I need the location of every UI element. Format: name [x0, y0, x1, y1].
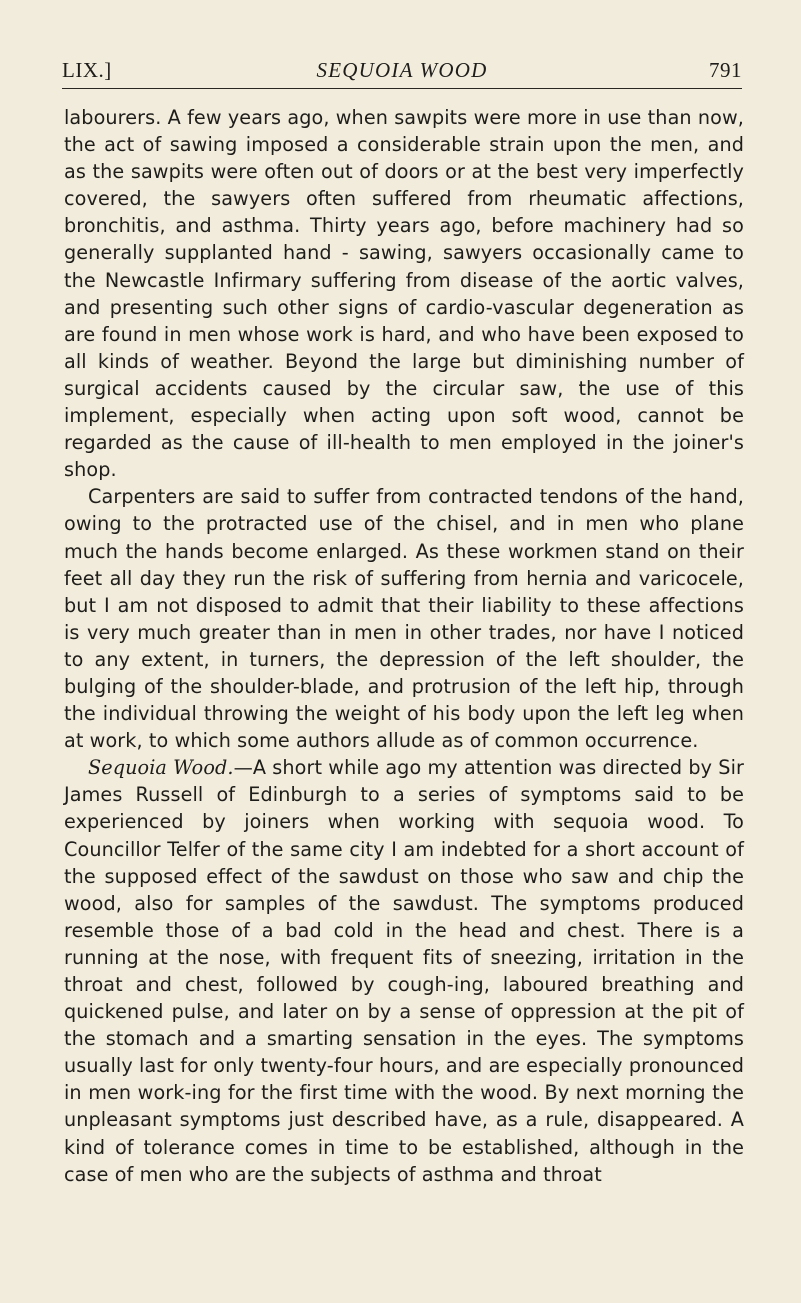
- chapter-number: LIX.]: [62, 58, 112, 82]
- paragraph-labourers: [64, 104, 744, 483]
- section-lead-heading: Sequoia Wood.: [88, 756, 234, 780]
- body-text: [64, 104, 744, 1188]
- paragraph-text: labourers. A few years ago, when sawpits were more in use than now, the act of sawing imposed a considerable strain upon the men, and as the sawpits were often out of doors or at the best very imperfectly covered, the sawyers often suffered from rheumatic affections, bronchitis, and asthma. Thirty years ago, before machinery had so generally supplanted hand - sawing, sawyers occasionally came to the Newcastle Infirmary suffering from disease of the aortic valves, and presenting such other signs of cardio-vascular degeneration as are found in men whose work is hard, and who have been exposed to all kinds of weather. Beyond the large but diminishing number of surgical accidents caused by the circular saw, the use of this implement, especially when acting upon soft wood, cannot be regarded as the cause of ill-health to men employed in the joiner's shop.: [64, 106, 744, 482]
- paragraph-text: —A short while ago my attention was directed by Sir James Russell of Edinburgh to a series of symptoms said to be experienced by joiners when working with sequoia wood. To Councillor Telfer of the same city I am indebted for a short account of the supposed effect of the sawdust on those who saw and chip the wood, also for samples of the sawdust. The symptoms produced resemble those of a bad cold in the head and chest. There is a running at the nose, with frequent fits of sneezing, irritation in the throat and chest, followed by cough-ing, laboured breathing and quickened pulse, and later on by a sense of oppression at the pit of the stomach and a smarting sensation in the eyes. The symptoms usually last for only twenty-four hours, and are especially pronounced in men work-ing for the first time with the wood. By next morning the unpleasant symptoms just described have, as a rule, disappeared. A kind of tolerance comes in time to be established, although in the case of men who are the subjects of asthma and throat: [64, 756, 744, 1186]
- paragraph-carpenters: [64, 483, 744, 754]
- running-header: [62, 58, 742, 89]
- paragraph-sequoia-wood: [64, 754, 744, 1188]
- paragraph-text: Carpenters are said to suffer from contracted tendons of the hand, owing to the protracted use of the chisel, and in men who plane much the hands become enlarged. As these workmen stand on their feet all day they run the risk of suffering from hernia and varicocele, but I am not disposed to admit that their liability to these affections is very much greater than in men in other trades, nor have I noticed to any extent, in turners, the depression of the left shoulder, the bulging of the shoulder-blade, and protrusion of the left hip, through the individual throwing the weight of his body upon the left leg when at work, to which some authors allude as of common occurrence.: [64, 485, 744, 753]
- page-number: 791: [709, 58, 742, 82]
- running-title: SEQUOIA WOOD: [316, 58, 488, 82]
